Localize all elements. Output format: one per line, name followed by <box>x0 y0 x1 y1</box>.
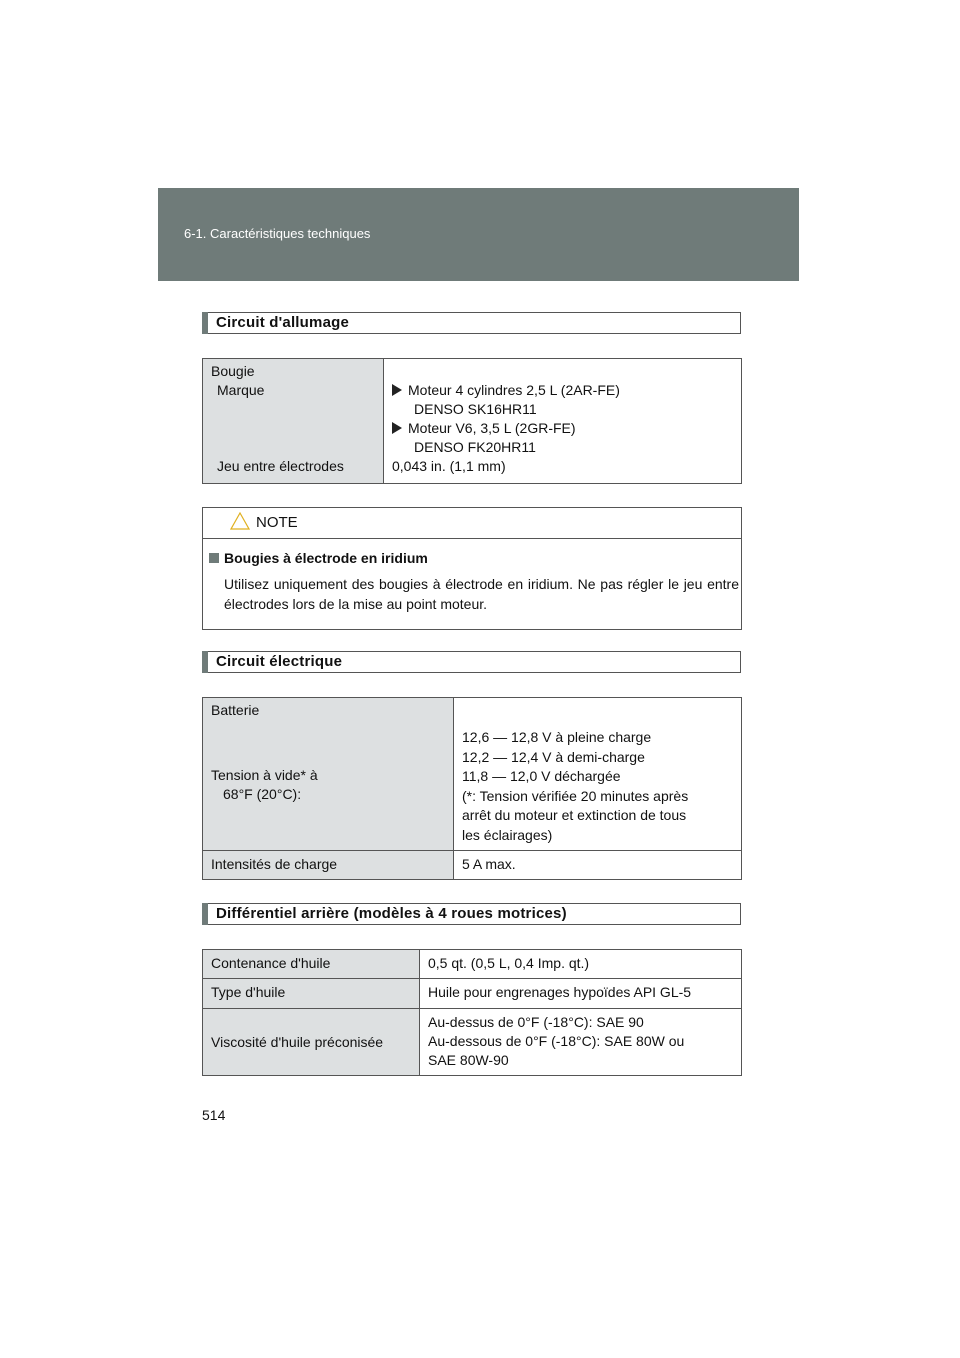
table-value-cell <box>384 359 742 484</box>
section-title-electrical <box>202 651 741 673</box>
voltage-value: 12,2 — 12,4 V à demi-charge <box>462 748 645 765</box>
section-marker <box>202 651 208 673</box>
voltage-note: arrêt du moteur et extinction de tous <box>462 807 687 823</box>
note-subtitle: Bougies à électrode en iridium <box>209 550 428 566</box>
voltage-value: 11,8 — 12,0 V déchargée <box>462 768 621 784</box>
engine-option: Moteur V6, 3,5 L (2GR-FE) <box>392 419 733 438</box>
table-value-cell: Huile pour engrenages hypoïdes API GL-5 <box>420 979 742 1009</box>
section-marker <box>202 903 208 925</box>
voltage-note: les éclairages) <box>462 826 553 843</box>
label-spark-plug: Bougie <box>211 363 255 379</box>
section-title-text: Différentiel arrière (modèles à 4 roues motrices) <box>216 905 567 922</box>
table-label-cell: Viscosité d'huile préconisée <box>203 1009 420 1076</box>
plug-model: DENSO FK20HR11 <box>414 439 536 455</box>
note-label: NOTE <box>256 514 298 531</box>
differential-table <box>202 949 742 1076</box>
label-brand: Marque <box>217 382 265 398</box>
section-title-text: Circuit électrique <box>216 653 343 670</box>
note-header <box>203 508 741 539</box>
engine-option: Moteur 4 cylindres 2,5 L (2AR-FE) <box>392 381 733 400</box>
table-label-cell <box>203 851 454 880</box>
table-value-cell <box>454 698 742 851</box>
table-row <box>203 698 742 851</box>
table-row <box>203 950 742 979</box>
arrow-right-icon <box>392 422 402 434</box>
note-box <box>202 507 742 630</box>
ignition-table <box>202 358 742 484</box>
plug-model: DENSO SK16HR11 <box>414 401 537 417</box>
viscosity-line: Au-dessus de 0°F (-18°C): SAE 90 <box>428 1014 644 1030</box>
table-value-cell: 0,5 qt. (0,5 L, 0,4 Imp. qt.) <box>420 950 742 979</box>
bullet-square-icon <box>209 553 219 563</box>
table-row <box>203 851 742 880</box>
voltage-value: 12,6 — 12,8 V à pleine charge <box>462 729 652 745</box>
table-label-cell: Type d'huile <box>203 979 420 1009</box>
section-marker <box>202 312 208 334</box>
label-charge: Intensités de charge <box>211 856 338 872</box>
table-row <box>203 979 742 1009</box>
viscosity-line: SAE 80W-90 <box>428 1052 509 1068</box>
table-row <box>203 1009 742 1076</box>
voltage-note: (*: Tension vérifiée 20 minutes après <box>462 787 689 804</box>
arrow-right-icon <box>392 384 402 396</box>
section-title-ignition <box>202 312 741 334</box>
table-label-cell <box>203 698 454 851</box>
table-label-cell <box>203 359 384 484</box>
section-title-text: Circuit d'allumage <box>216 314 350 331</box>
note-body: Utilisez uniquement des bougies à électrode en iridium. Ne pas régler le jeu entre électrodes lors de la mise au point moteur. <box>224 576 739 612</box>
chapter-header <box>158 188 799 281</box>
electrical-table <box>202 697 742 880</box>
breadcrumb: 6-1. Caractéristiques techniques <box>184 226 371 241</box>
page-number: 514 <box>202 1107 226 1123</box>
table-label-cell: Contenance d'huile <box>203 950 420 979</box>
label-gap: Jeu entre électrodes <box>217 458 344 474</box>
label-voltage: Tension à vide* à <box>211 767 318 783</box>
table-row <box>203 359 742 484</box>
viscosity-line: Au-dessous de 0°F (-18°C): SAE 80W ou <box>428 1033 685 1049</box>
warning-icon <box>230 512 250 530</box>
charge-value: 5 A max. <box>462 856 516 872</box>
section-title-differential <box>202 903 741 925</box>
label-battery: Batterie <box>211 702 260 718</box>
table-value-cell <box>454 851 742 880</box>
gap-value: 0,043 in. (1,1 mm) <box>392 458 506 474</box>
label-voltage-temp: 68°F (20°C): <box>223 786 302 802</box>
table-value-cell <box>420 1009 742 1076</box>
